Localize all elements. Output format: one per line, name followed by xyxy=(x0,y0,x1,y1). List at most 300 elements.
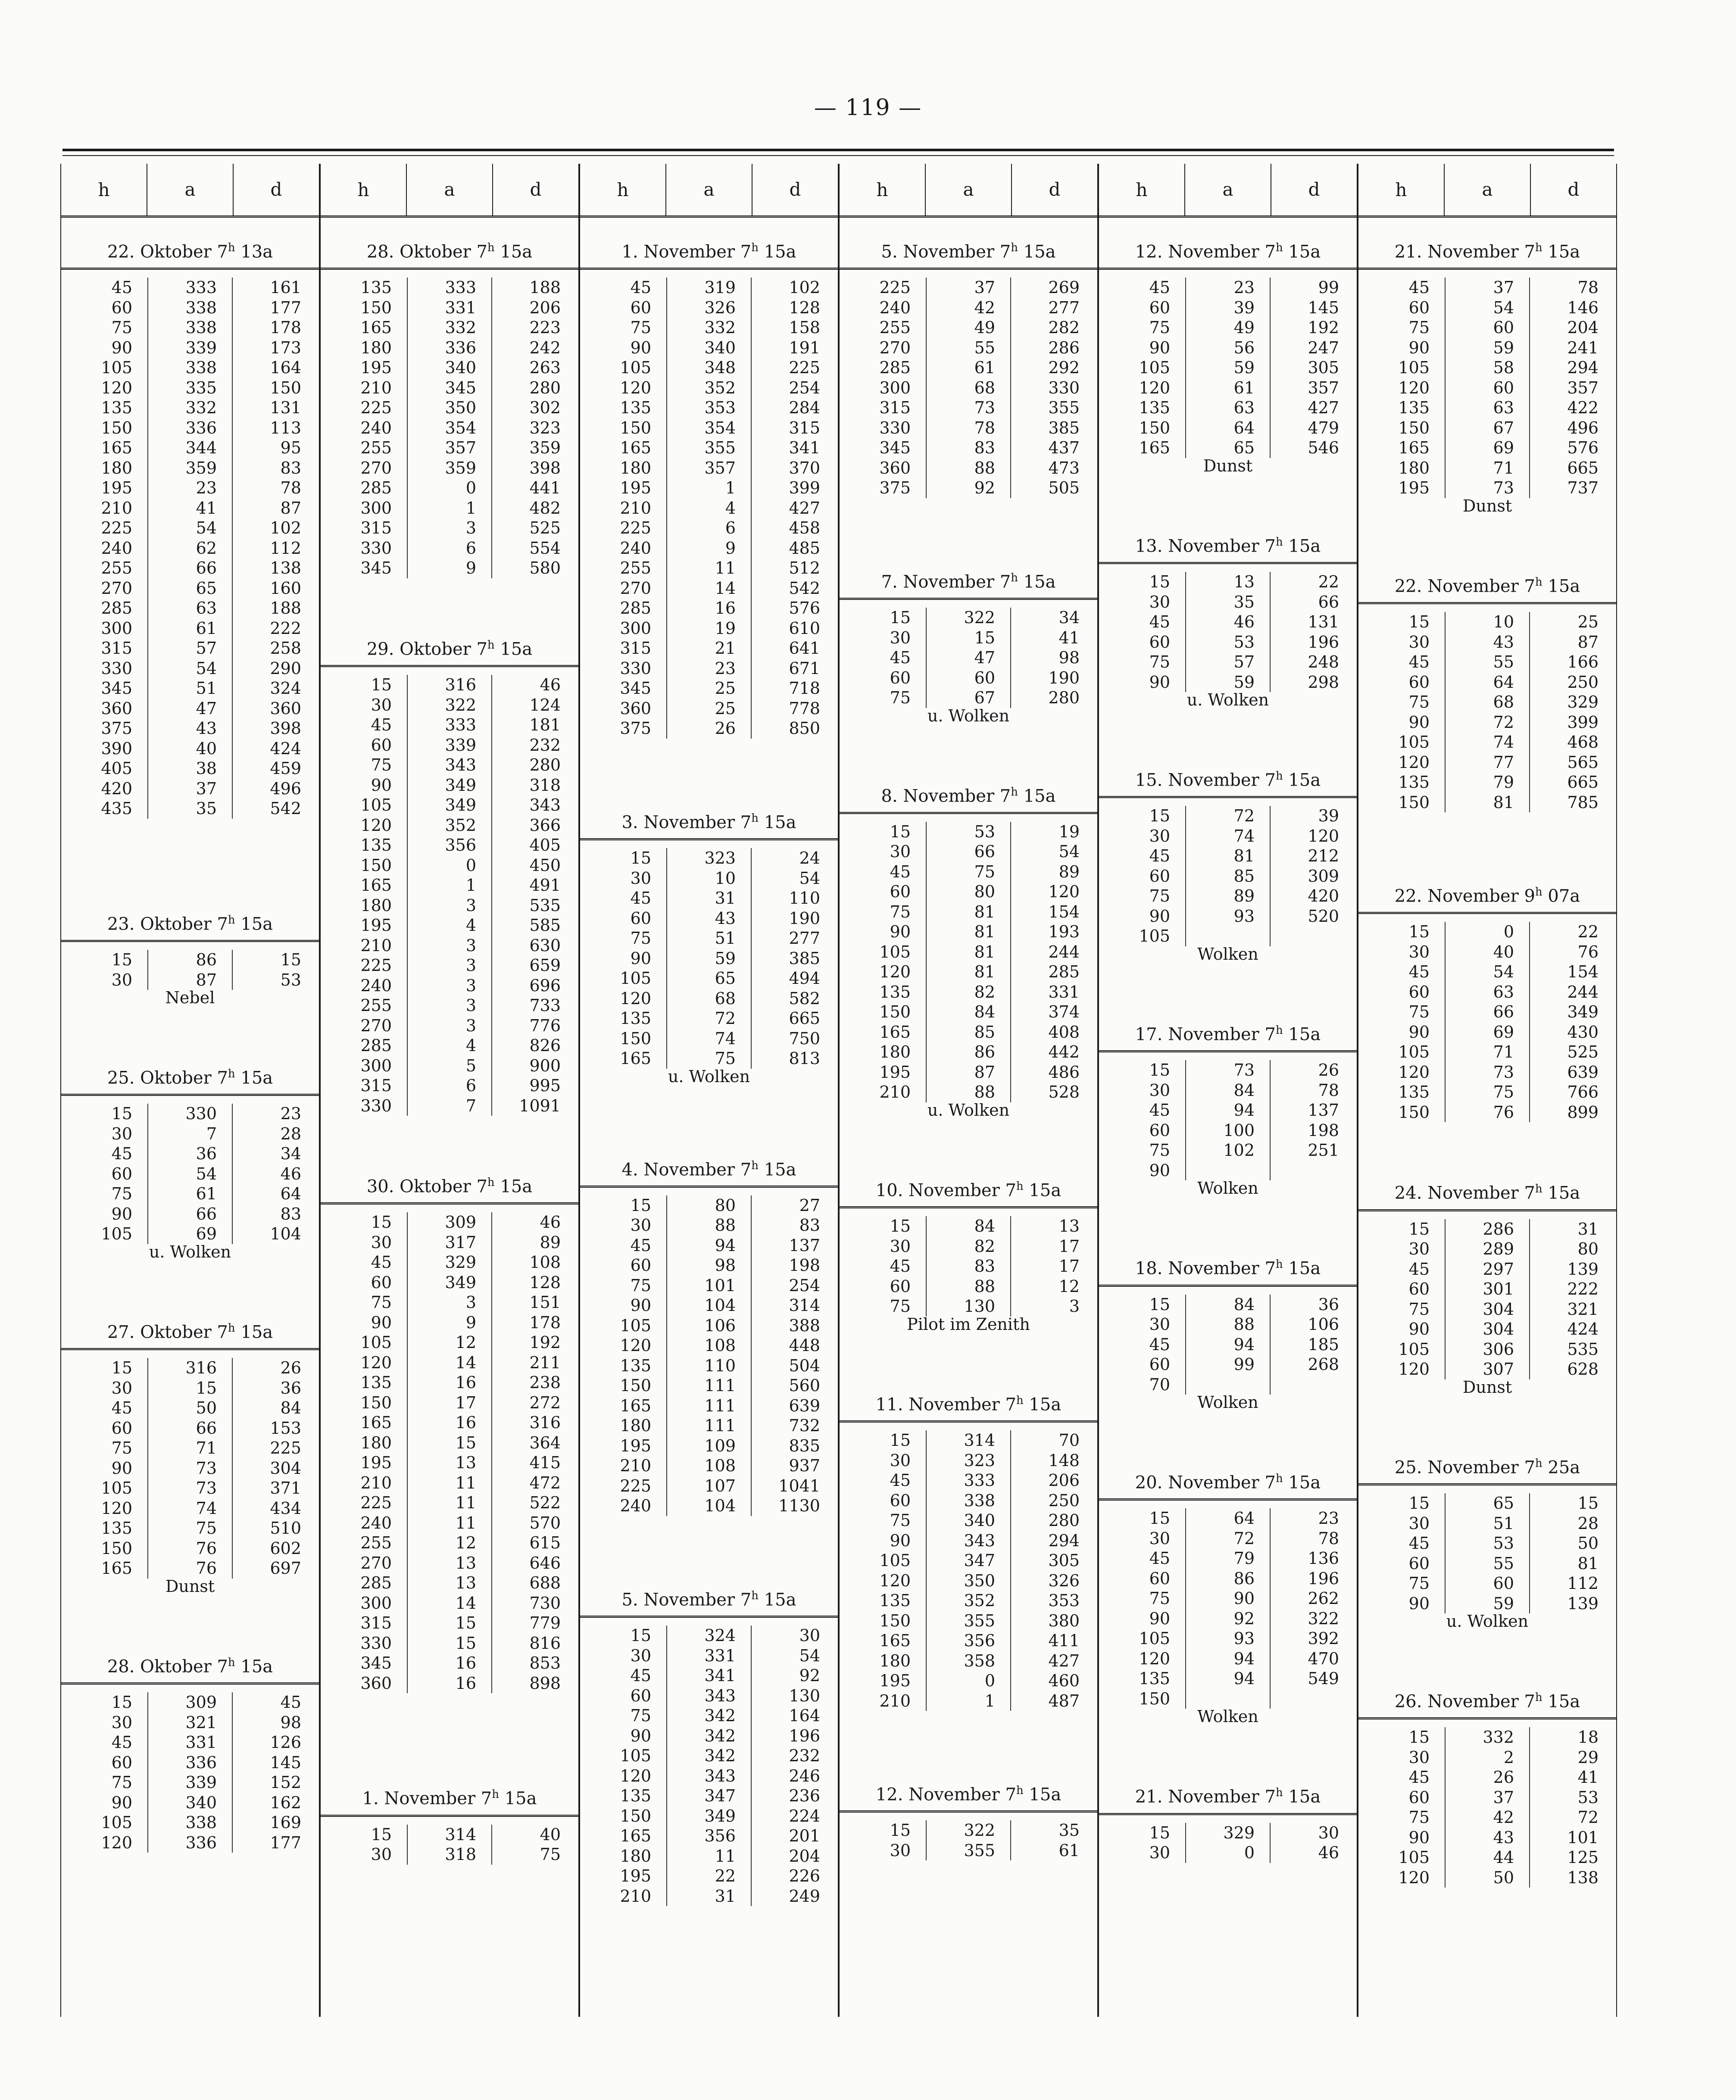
value-cell: 60 xyxy=(1149,632,1170,652)
header-cell: h xyxy=(1136,179,1148,200)
value-cell: 210 xyxy=(879,1083,911,1102)
value-cell: 60 xyxy=(111,1418,132,1438)
value-cell: 304 xyxy=(1483,1299,1514,1319)
value-cell: 26 xyxy=(1493,1768,1514,1787)
observation-block xyxy=(1102,1024,1354,1198)
value-cell: 322 xyxy=(964,1821,995,1840)
value-cell: 75 xyxy=(1408,318,1430,337)
block-date: 5. November 7 xyxy=(881,242,1011,262)
value-cell: 309 xyxy=(445,1213,476,1232)
value-cell: 17 xyxy=(1058,1236,1080,1256)
value-cell: 78 xyxy=(1577,278,1599,297)
value-cell: 349 xyxy=(445,1273,476,1292)
value-cell: 105 xyxy=(1398,358,1430,378)
block-time: 15a xyxy=(235,914,273,934)
value-cell: 525 xyxy=(1567,1042,1599,1062)
value-cell: 75 xyxy=(1149,318,1170,337)
value-cell: 87 xyxy=(196,970,217,989)
value-cell: 47 xyxy=(196,699,217,718)
value-cell: 66 xyxy=(1318,592,1339,612)
value-cell: 350 xyxy=(445,398,476,418)
value-cell: 485 xyxy=(789,538,820,558)
block-hour-sup: h xyxy=(1275,1023,1283,1037)
block-time: 15a xyxy=(494,242,533,262)
value-cell: 45 xyxy=(371,715,392,735)
value-cell: 90 xyxy=(111,1204,132,1223)
block-time: 15a xyxy=(1023,1180,1062,1201)
value-cell: 3 xyxy=(465,976,476,995)
value-cell: 665 xyxy=(789,1009,820,1028)
values-d xyxy=(1529,1493,1614,1613)
value-cell: 15 xyxy=(630,849,651,868)
value-cell: 18 xyxy=(1577,1728,1599,1747)
value-cell: 210 xyxy=(620,498,651,518)
value-cell: 826 xyxy=(529,1036,561,1055)
value-cell: 232 xyxy=(529,735,561,755)
value-cell: 733 xyxy=(529,996,561,1015)
value-cell: 75 xyxy=(1408,1808,1430,1827)
value-cell: 29 xyxy=(1577,1747,1599,1767)
value-cell: 254 xyxy=(789,378,820,397)
value-cell: 111 xyxy=(704,1396,736,1415)
value-cell: 1 xyxy=(725,478,736,498)
value-cell: 13 xyxy=(455,1573,476,1593)
value-cell: 85 xyxy=(1233,866,1255,886)
value-cell: 90 xyxy=(1408,1594,1430,1613)
value-cell: 285 xyxy=(620,599,651,618)
value-cell: 345 xyxy=(101,679,132,698)
block-title xyxy=(580,1589,838,1618)
values-a xyxy=(666,1626,751,1906)
value-cell: 60 xyxy=(1408,1554,1430,1573)
observation-block xyxy=(323,639,576,1116)
value-cell: 75 xyxy=(1149,1141,1170,1160)
value-cell: 491 xyxy=(529,876,561,895)
block-note: u. Wolken xyxy=(927,1100,1010,1120)
value-cell: 180 xyxy=(1398,458,1430,477)
value-cell: 88 xyxy=(974,458,995,477)
value-cell xyxy=(1271,926,1339,946)
value-cell: 226 xyxy=(789,1866,820,1886)
value-cell: 135 xyxy=(620,398,651,418)
value-cell: 292 xyxy=(1048,358,1080,378)
observation-block xyxy=(842,241,1095,498)
value-cell: 93 xyxy=(1233,906,1255,926)
values-d xyxy=(1270,572,1354,692)
value-cell: 47 xyxy=(974,648,995,668)
value-cell: 178 xyxy=(270,318,301,337)
value-cell: 210 xyxy=(360,378,392,397)
value-cell: 71 xyxy=(1493,458,1514,477)
value-cell: 89 xyxy=(1233,886,1255,906)
value-cell: 75 xyxy=(371,1293,392,1312)
value-cell: 30 xyxy=(111,970,132,989)
block-date: 18. November 7 xyxy=(1135,1258,1276,1279)
value-cell: 15 xyxy=(1149,572,1170,592)
value-cell: 43 xyxy=(196,719,217,738)
value-cell: 72 xyxy=(1233,806,1255,826)
value-cell: 128 xyxy=(529,1273,561,1292)
value-cell: 177 xyxy=(270,1833,301,1852)
values-d xyxy=(1270,1823,1354,1863)
observation-block xyxy=(1102,1258,1354,1412)
value-cell: 74 xyxy=(1233,826,1255,846)
table-column xyxy=(60,164,319,2017)
value-cell: 74 xyxy=(196,1498,217,1518)
value-cell: 150 xyxy=(360,1393,392,1412)
block-time: 15a xyxy=(759,1159,796,1179)
value-cell: 46 xyxy=(1233,612,1255,632)
value-cell: 314 xyxy=(964,1431,995,1450)
value-cell: 164 xyxy=(789,1706,820,1726)
value-cell: 75 xyxy=(630,1706,651,1726)
value-cell: 1 xyxy=(465,876,476,895)
value-cell: 135 xyxy=(879,982,911,1002)
value-cell: 15 xyxy=(111,950,132,970)
value-cell: 340 xyxy=(964,1511,995,1530)
value-cell: 15 xyxy=(455,1613,476,1633)
value-cell: 31 xyxy=(1577,1219,1599,1239)
value-cell: 225 xyxy=(879,278,911,297)
value-cell: 15 xyxy=(1149,806,1170,826)
values-h xyxy=(1102,806,1185,946)
block-note: Nebel xyxy=(165,988,215,1008)
value-cell: 30 xyxy=(890,842,911,861)
block-time: 13a xyxy=(235,242,273,262)
block-values xyxy=(1102,1508,1354,1709)
block-time: 15a xyxy=(235,1068,273,1088)
value-cell: 81 xyxy=(1233,846,1255,866)
value-cell: 15 xyxy=(1149,1061,1170,1080)
values-a xyxy=(407,1212,491,1693)
values-d xyxy=(1010,278,1095,498)
value-cell: 30 xyxy=(1149,592,1170,612)
block-note: u. Wolken xyxy=(149,1242,231,1261)
block-date: 10. November 7 xyxy=(875,1180,1016,1201)
values-a xyxy=(407,675,491,1116)
column-header xyxy=(840,164,1097,218)
value-cell: 19 xyxy=(715,618,736,638)
value-cell: 30 xyxy=(1408,1239,1430,1259)
value-cell: 0 xyxy=(465,855,476,875)
values-h xyxy=(1102,1060,1185,1180)
value-cell: 75 xyxy=(630,318,651,337)
value-cell: 15 xyxy=(1408,612,1430,632)
value-cell: 54 xyxy=(196,518,217,538)
value-cell: 135 xyxy=(360,836,392,855)
value-cell: 26 xyxy=(280,1358,301,1378)
value-cell: 60 xyxy=(111,298,132,317)
block-title xyxy=(1358,1691,1616,1719)
value-cell: 75 xyxy=(540,1845,561,1864)
value-cell: 280 xyxy=(529,378,561,397)
value-cell: 65 xyxy=(715,969,736,988)
value-cell: 94 xyxy=(715,1236,736,1255)
value-cell: 37 xyxy=(974,278,995,297)
value-cell: 79 xyxy=(1493,773,1514,792)
value-cell: 35 xyxy=(1233,592,1255,612)
value-cell: 315 xyxy=(101,639,132,658)
value-cell: 98 xyxy=(1058,648,1080,668)
value-cell: 342 xyxy=(704,1746,736,1766)
value-cell: 45 xyxy=(1149,1335,1170,1354)
value-cell: 84 xyxy=(974,1217,995,1236)
value-cell: 131 xyxy=(1308,612,1339,632)
value-cell: 180 xyxy=(620,458,651,477)
value-cell: 357 xyxy=(445,438,476,458)
value-cell: 90 xyxy=(1408,338,1430,357)
value-cell: 304 xyxy=(1483,1320,1514,1339)
value-cell: 66 xyxy=(196,1418,217,1438)
value-cell: 84 xyxy=(280,1398,301,1418)
value-cell: 255 xyxy=(101,559,132,578)
value-cell: 345 xyxy=(445,378,476,397)
column-header xyxy=(321,164,578,218)
block-title xyxy=(1099,1258,1357,1286)
value-cell: 72 xyxy=(1577,1808,1599,1827)
value-cell: 560 xyxy=(789,1376,820,1395)
value-cell: 300 xyxy=(360,1593,392,1613)
value-cell: 185 xyxy=(1308,1335,1339,1354)
values-h xyxy=(583,1195,666,1516)
value-cell: 9 xyxy=(725,538,736,558)
value-cell: 15 xyxy=(1408,1219,1430,1239)
values-d xyxy=(751,1195,835,1516)
value-cell: 399 xyxy=(1567,712,1599,732)
value-cell: 45 xyxy=(280,1693,301,1712)
value-cell: 15 xyxy=(111,1358,132,1378)
column-header xyxy=(61,164,319,218)
value-cell: 356 xyxy=(445,836,476,855)
value-cell: 45 xyxy=(890,1471,911,1490)
value-cell: 60 xyxy=(111,1753,132,1772)
value-cell: 225 xyxy=(620,1476,651,1495)
value-cell: 45 xyxy=(630,1666,651,1685)
value-cell: 225 xyxy=(270,1438,301,1458)
block-values xyxy=(842,278,1095,498)
values-a xyxy=(1185,806,1270,946)
values-d xyxy=(1270,806,1354,946)
value-cell: 255 xyxy=(879,318,911,337)
block-date: 21. November 7 xyxy=(1135,1787,1276,1807)
values-h xyxy=(64,278,147,819)
value-cell: 512 xyxy=(789,559,820,578)
value-cell: 364 xyxy=(529,1433,561,1452)
value-cell: 224 xyxy=(789,1806,820,1825)
values-a xyxy=(407,278,491,578)
header-cell: h xyxy=(98,179,110,200)
value-cell: 332 xyxy=(1483,1728,1514,1747)
value-cell: 120 xyxy=(360,1353,392,1372)
value-cell: 61 xyxy=(1058,1841,1080,1860)
value-cell: 45 xyxy=(890,1257,911,1276)
value-cell: 55 xyxy=(1493,1554,1514,1573)
value-cell: 105 xyxy=(1398,1042,1430,1062)
observation-block xyxy=(323,241,576,578)
value-cell: 109 xyxy=(704,1436,736,1455)
value-cell: 30 xyxy=(630,1646,651,1665)
value-cell: 59 xyxy=(715,949,736,968)
values-a xyxy=(1445,1219,1529,1379)
value-cell: 15 xyxy=(111,1693,132,1712)
value-cell: 61 xyxy=(1233,378,1255,397)
value-cell: 135 xyxy=(620,1356,651,1375)
value-cell: 84 xyxy=(974,1002,995,1022)
value-cell: 161 xyxy=(270,278,301,297)
value-cell: 16 xyxy=(455,1654,476,1673)
value-cell: 340 xyxy=(445,358,476,378)
value-cell: 333 xyxy=(964,1471,995,1490)
values-a xyxy=(1185,1295,1270,1395)
block-title xyxy=(1099,1472,1357,1501)
value-cell: 83 xyxy=(974,438,995,458)
value-cell: 61 xyxy=(196,1184,217,1204)
value-cell: 813 xyxy=(789,1049,820,1068)
value-cell: 458 xyxy=(789,518,820,538)
block-values xyxy=(1102,572,1354,692)
block-date: 7. November 7 xyxy=(881,572,1011,592)
value-cell: 90 xyxy=(1408,712,1430,732)
block-hour-sup: h xyxy=(1011,785,1018,799)
value-cell: 60 xyxy=(371,1273,392,1292)
value-cell: 411 xyxy=(1048,1631,1080,1651)
values-d xyxy=(491,675,576,1116)
value-cell: 165 xyxy=(879,1631,911,1651)
value-cell: 55 xyxy=(974,338,995,357)
value-cell: 12 xyxy=(455,1333,476,1352)
block-values xyxy=(1361,1219,1614,1379)
value-cell: 26 xyxy=(1318,1061,1339,1080)
value-cell: 60 xyxy=(1493,318,1514,337)
value-cell: 105 xyxy=(101,1479,132,1498)
value-cell: 778 xyxy=(789,699,820,718)
observation-block xyxy=(583,1589,835,1906)
value-cell: 434 xyxy=(270,1498,301,1518)
value-cell: 120 xyxy=(1398,378,1430,397)
value-cell: 27 xyxy=(799,1195,820,1215)
value-cell: 165 xyxy=(360,318,392,337)
values-h xyxy=(842,278,926,498)
block-hour-sup: h xyxy=(1016,1784,1024,1797)
block-time: 15a xyxy=(1542,1183,1580,1203)
value-cell: 165 xyxy=(101,1559,132,1578)
values-h xyxy=(1361,278,1445,498)
value-cell: 4 xyxy=(725,498,736,518)
value-cell: 602 xyxy=(270,1538,301,1558)
value-cell: 105 xyxy=(620,1316,651,1335)
value-cell: 59 xyxy=(1493,338,1514,357)
block-values xyxy=(583,1195,835,1516)
value-cell: 338 xyxy=(185,358,217,378)
values-d xyxy=(1529,612,1614,812)
value-cell: 53 xyxy=(974,822,995,841)
block-values xyxy=(842,1216,1095,1317)
value-cell: 322 xyxy=(1308,1609,1339,1628)
value-cell: 307 xyxy=(1483,1360,1514,1379)
block-values xyxy=(1102,1295,1354,1395)
value-cell: 137 xyxy=(1308,1101,1339,1120)
block-values xyxy=(323,1825,576,1865)
value-cell: 0 xyxy=(984,1671,995,1691)
value-cell: 120 xyxy=(620,378,651,397)
value-cell: 331 xyxy=(704,1646,736,1665)
value-cell: 323 xyxy=(529,418,561,437)
value-cell: 54 xyxy=(799,1646,820,1665)
value-cell: 70 xyxy=(1058,1431,1080,1450)
value-cell: 88 xyxy=(974,1083,995,1102)
value-cell: 270 xyxy=(360,458,392,477)
value-cell: 294 xyxy=(1567,358,1599,378)
value-cell: 72 xyxy=(1233,1529,1255,1548)
value-cell: 65 xyxy=(1233,438,1255,458)
block-date: 22. November 9 xyxy=(1394,886,1535,906)
value-cell: 39 xyxy=(1318,806,1339,826)
value-cell: 2 xyxy=(1503,1747,1514,1767)
value-cell: 60 xyxy=(1493,378,1514,397)
value-cell: 210 xyxy=(360,936,392,955)
value-cell: 30 xyxy=(630,868,651,888)
value-cell: 75 xyxy=(196,1519,217,1538)
value-cell: 628 xyxy=(1567,1360,1599,1379)
block-title xyxy=(1099,536,1357,564)
values-d xyxy=(491,1825,576,1865)
value-cell: 45 xyxy=(1408,1534,1430,1553)
value-cell: 23 xyxy=(196,478,217,498)
block-title xyxy=(61,914,319,942)
values-d xyxy=(1010,1430,1095,1711)
value-cell: 165 xyxy=(620,1396,651,1415)
value-cell: 92 xyxy=(974,478,995,498)
block-title xyxy=(61,241,319,270)
value-cell: 7 xyxy=(465,1096,476,1115)
value-cell: 482 xyxy=(529,498,561,518)
value-cell: 150 xyxy=(620,1029,651,1048)
block-time: 15a xyxy=(759,242,796,262)
value-cell: 45 xyxy=(890,648,911,668)
value-cell: 165 xyxy=(1139,438,1170,458)
value-cell: 150 xyxy=(1398,1102,1430,1122)
value-cell: 69 xyxy=(1493,438,1514,458)
value-cell: 353 xyxy=(1048,1591,1080,1610)
value-cell: 479 xyxy=(1308,418,1339,437)
block-date: 8. November 7 xyxy=(881,786,1011,806)
block-title xyxy=(580,812,838,840)
value-cell: 165 xyxy=(620,438,651,458)
value-cell: 272 xyxy=(529,1393,561,1412)
value-cell: 315 xyxy=(360,518,392,538)
values-a xyxy=(1185,278,1270,458)
value-cell: 339 xyxy=(185,1773,217,1792)
observation-block xyxy=(1361,886,1614,1122)
block-time: 15a xyxy=(235,1322,273,1342)
value-cell: 105 xyxy=(360,796,392,815)
block-time: 07a xyxy=(1542,886,1580,906)
value-cell: 46 xyxy=(540,1213,561,1232)
value-cell: 206 xyxy=(1048,1471,1080,1490)
block-title xyxy=(840,241,1097,270)
value-cell: 336 xyxy=(445,338,476,357)
value-cell: 61 xyxy=(196,618,217,638)
values-d xyxy=(232,1692,316,1853)
values-h xyxy=(583,848,666,1069)
value-cell: 190 xyxy=(789,908,820,928)
value-cell: 180 xyxy=(360,1433,392,1452)
block-values xyxy=(1361,1727,1614,1888)
value-cell: 554 xyxy=(529,538,561,558)
value-cell: 75 xyxy=(111,1184,132,1204)
value-cell: 62 xyxy=(196,538,217,558)
block-time: 15a xyxy=(1542,1691,1580,1712)
